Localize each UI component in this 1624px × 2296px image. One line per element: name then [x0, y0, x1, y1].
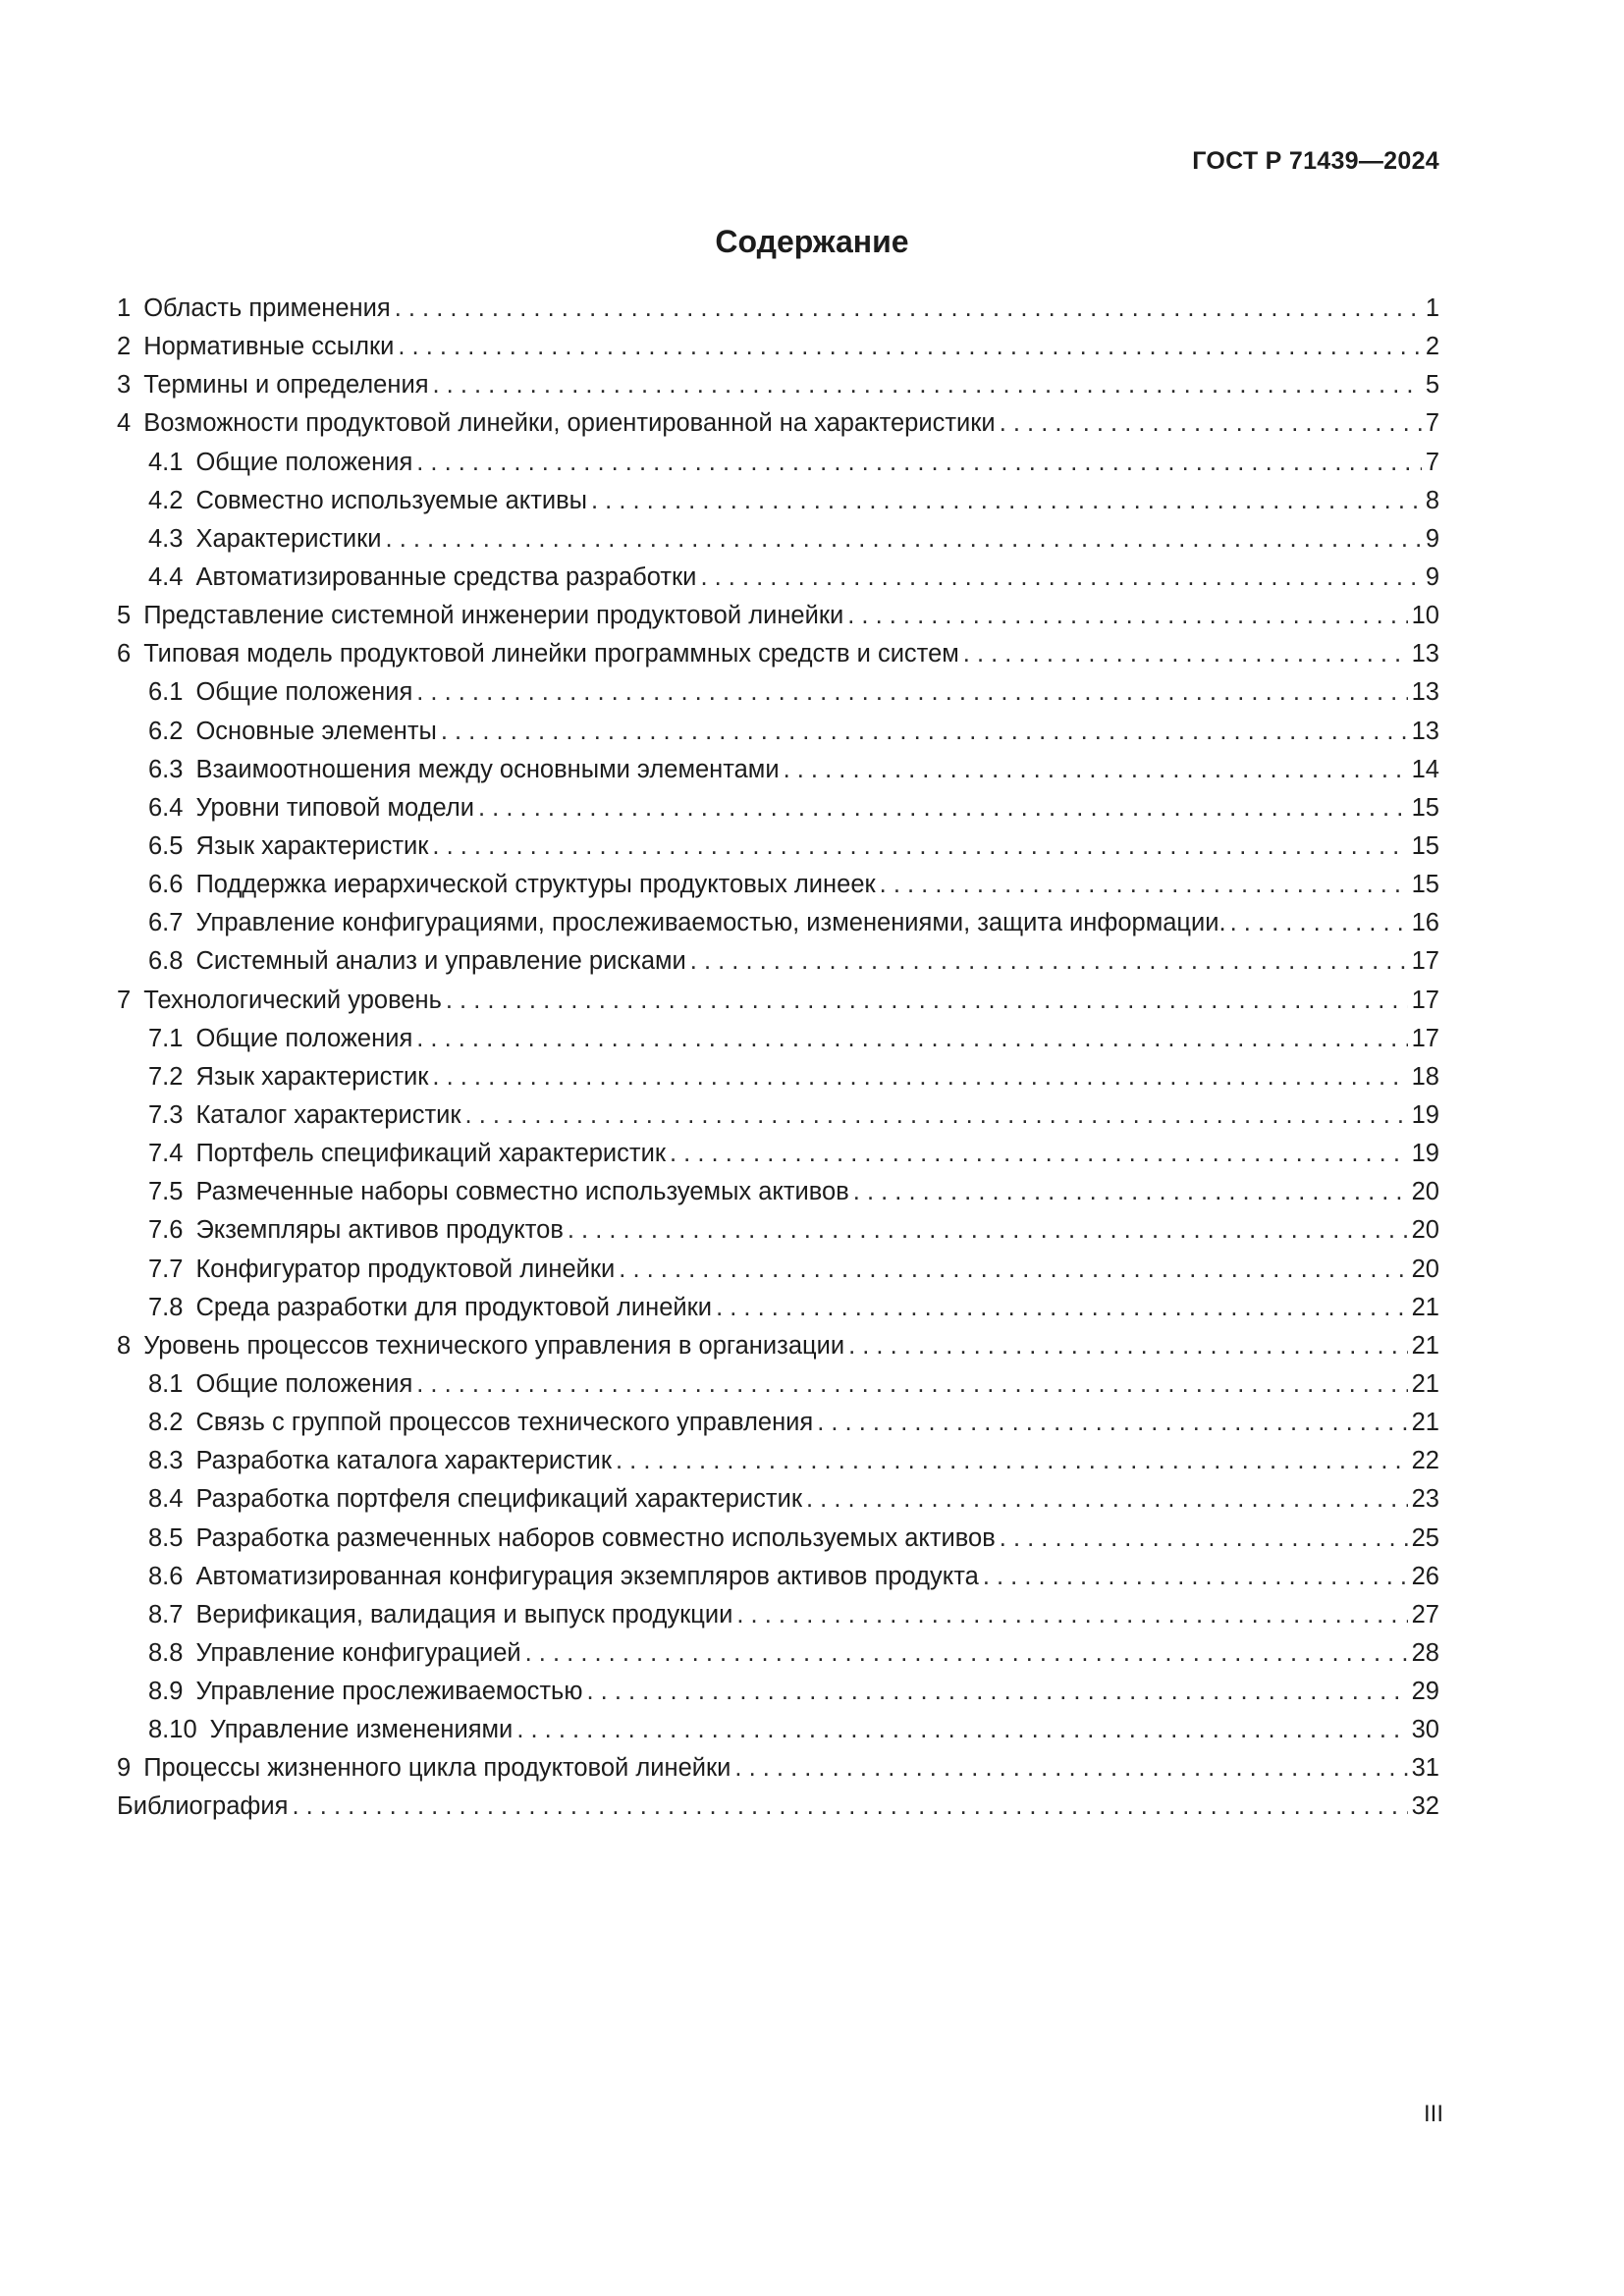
toc-entry-title: Управление изменениями: [209, 1716, 514, 1744]
toc-entry-title: Область применения: [143, 294, 391, 322]
dot-leader: [734, 1749, 1407, 1788]
toc-entry-title: Уровень процессов технического управления в организации: [143, 1331, 845, 1360]
toc-entry[interactable]: [117, 482, 1439, 520]
dot-leader: [848, 1327, 1408, 1365]
toc-entry-title: Язык характеристик: [195, 1062, 429, 1091]
toc-entry-page: 21: [1411, 1409, 1439, 1437]
dot-leader: [478, 789, 1408, 828]
dot-leader: [736, 1596, 1407, 1634]
toc-entry-number: 4.4: [148, 562, 184, 591]
toc-entry-title: Автоматизированные средства разработки: [195, 562, 697, 591]
toc-entry-title: Разработка каталога характеристик: [195, 1447, 613, 1475]
toc-entry[interactable]: [117, 942, 1439, 981]
toc-entry[interactable]: [117, 1058, 1439, 1096]
toc-entry-number: 8.5: [148, 1523, 184, 1552]
toc-entry[interactable]: [117, 1673, 1439, 1711]
toc-entry-title: Системный анализ и управление рисками: [195, 947, 686, 976]
dot-leader: [586, 1673, 1407, 1711]
toc-entry[interactable]: [117, 635, 1439, 673]
dot-leader: [963, 635, 1408, 673]
toc-entry[interactable]: [117, 290, 1439, 328]
dot-leader: [386, 520, 1422, 559]
dot-leader: [292, 1788, 1407, 1826]
toc-entry-number: 6.2: [148, 717, 184, 745]
toc-entry-number: 9: [117, 1754, 132, 1783]
toc-entry[interactable]: [117, 1711, 1439, 1749]
dot-leader: [465, 1096, 1408, 1135]
dot-leader: [591, 482, 1422, 520]
toc-entry-number: 8.1: [148, 1369, 184, 1398]
dot-leader: [432, 1058, 1407, 1096]
toc-entry[interactable]: [117, 789, 1439, 828]
toc-entry-page: 13: [1411, 717, 1439, 745]
toc-entry-title: Термины и определения: [143, 371, 429, 400]
toc-entry-page: 15: [1411, 793, 1439, 822]
toc-entry-page: 17: [1411, 1024, 1439, 1052]
dot-leader: [416, 673, 1407, 712]
toc-entry-title: Взаимоотношения между основными элементами: [195, 755, 780, 783]
toc-entry[interactable]: [117, 1596, 1439, 1634]
toc-entry[interactable]: [117, 1404, 1439, 1442]
toc-entry-page: 19: [1411, 1100, 1439, 1129]
toc-entry-title: Среда разработки для продуктовой линейки: [195, 1293, 713, 1321]
toc-entry-page: 19: [1411, 1140, 1439, 1168]
toc-entry-number: 7.4: [148, 1140, 184, 1168]
toc-entry-page: 26: [1411, 1562, 1439, 1590]
toc-entry[interactable]: [117, 520, 1439, 559]
toc-entry-number: 8.2: [148, 1409, 184, 1437]
dot-leader: [432, 828, 1407, 866]
toc-entry-title: Общие положения: [195, 1369, 413, 1398]
toc-entry[interactable]: [117, 1634, 1439, 1673]
toc-entry-title: Библиография: [117, 1792, 289, 1821]
toc-entry[interactable]: [117, 673, 1439, 712]
toc-entry-number: 6.3: [148, 755, 184, 783]
toc-entry-number: 7.1: [148, 1024, 184, 1052]
toc-entry-title: Возможности продуктовой линейки, ориентированной на характеристики: [143, 409, 996, 438]
toc-entry-page: 20: [1411, 1255, 1439, 1283]
toc-title: Содержание: [715, 224, 909, 259]
toc-entry-page: 8: [1425, 486, 1439, 514]
dot-leader: [619, 1251, 1407, 1289]
toc-entry-title: Общие положения: [195, 678, 413, 707]
toc-entry-number: 7.8: [148, 1293, 184, 1321]
toc-entry-page: 21: [1411, 1293, 1439, 1321]
toc-entry-title: Нормативные ссылки: [143, 333, 395, 361]
toc-entry-title: Верификация, валидация и выпуск продукции: [195, 1600, 733, 1629]
dot-leader: [433, 366, 1422, 404]
toc-entry[interactable]: [117, 597, 1439, 635]
dot-leader: [853, 1173, 1408, 1211]
toc-entry-title: Язык характеристик: [195, 831, 429, 860]
toc-entry-page: 25: [1411, 1523, 1439, 1552]
dot-leader: [847, 597, 1407, 635]
toc-entry-number: 3: [117, 371, 132, 400]
dot-leader: [716, 1289, 1408, 1327]
toc-entry-title: Технологический уровень: [143, 986, 442, 1014]
toc-entry[interactable]: [117, 328, 1439, 366]
toc-entry-number: 6.8: [148, 947, 184, 976]
toc-entry-number: 7.7: [148, 1255, 184, 1283]
dot-leader: [395, 290, 1422, 328]
toc-entry[interactable]: [117, 904, 1439, 942]
toc-entry-title: Портфель спецификаций характеристик: [195, 1140, 667, 1168]
toc-entry[interactable]: [117, 1096, 1439, 1135]
toc-entry-number: 6: [117, 640, 132, 668]
document-code: ГОСТ Р 71439—2024: [1192, 147, 1439, 175]
toc-entry-page: 29: [1411, 1678, 1439, 1706]
toc-entry-number: 7.6: [148, 1216, 184, 1245]
toc-entry-page: 21: [1411, 1331, 1439, 1360]
toc-entry[interactable]: [117, 1173, 1439, 1211]
dot-leader: [525, 1634, 1408, 1673]
toc-entry-number: 8.9: [148, 1678, 184, 1706]
toc-entry-number: 8.3: [148, 1447, 184, 1475]
toc-entry-page: 20: [1411, 1216, 1439, 1245]
toc-entry[interactable]: [117, 366, 1439, 404]
toc-entry[interactable]: [117, 1442, 1439, 1480]
toc-entry-title: Управление конфигурациями, прослеживаемостью, изменениями, защита информации.: [195, 909, 1226, 937]
toc-entry[interactable]: [117, 1788, 1439, 1826]
toc-entry[interactable]: [117, 1211, 1439, 1250]
toc-entry[interactable]: [117, 713, 1439, 751]
toc-entry-number: 7.3: [148, 1100, 184, 1129]
toc-entry-page: 27: [1411, 1600, 1439, 1629]
toc-entry-page: 14: [1411, 755, 1439, 783]
toc-entry-page: 16: [1411, 909, 1439, 937]
toc-entry[interactable]: [117, 1289, 1439, 1327]
dot-leader: [817, 1404, 1407, 1442]
toc-entry[interactable]: [117, 1749, 1439, 1788]
toc-entry-page: 10: [1411, 602, 1439, 630]
toc-entry-title: Управление конфигурацией: [195, 1638, 521, 1667]
toc-entry-title: Каталог характеристик: [195, 1100, 461, 1129]
toc-entry-page: 5: [1425, 371, 1439, 400]
toc-entry-page: 18: [1411, 1062, 1439, 1091]
toc-entry-title: Процессы жизненного цикла продуктовой линейки: [143, 1754, 731, 1783]
toc-entry-page: 13: [1411, 678, 1439, 707]
toc-entry-title: Основные элементы: [195, 717, 437, 745]
toc-entry-title: Типовая модель продуктовой линейки программных средств и систем: [143, 640, 959, 668]
toc-entry-page: 7: [1425, 409, 1439, 438]
toc-entry-page: 23: [1411, 1485, 1439, 1514]
toc-entry[interactable]: [117, 1135, 1439, 1173]
toc-entry-title: Уровни типовой модели: [195, 793, 475, 822]
toc-entry-number: 8.6: [148, 1562, 184, 1590]
toc-entry-number: 6.7: [148, 909, 184, 937]
toc-entry-page: 20: [1411, 1178, 1439, 1206]
toc-entry-number: 8.10: [148, 1716, 197, 1744]
toc-entry-number: 4.2: [148, 486, 184, 514]
toc-entry-title: Управление прослеживаемостью: [195, 1678, 583, 1706]
dot-leader: [568, 1211, 1408, 1250]
dot-leader: [670, 1135, 1408, 1173]
toc-entry-title: Связь с группой процессов технического управления: [195, 1409, 814, 1437]
toc-entry-number: 2: [117, 333, 132, 361]
toc-entry-number: 8.8: [148, 1638, 184, 1667]
toc-entry-page: 22: [1411, 1447, 1439, 1475]
dot-leader: [416, 1365, 1407, 1404]
toc-entry-title: Поддержка иерархической структуры продуктовых линеек: [195, 871, 876, 899]
dot-leader: [516, 1711, 1407, 1749]
toc-entry-page: 9: [1425, 562, 1439, 591]
toc-entry-page: 32: [1411, 1792, 1439, 1821]
dot-leader: [806, 1480, 1408, 1519]
table-of-contents: [117, 290, 1439, 1827]
toc-entry[interactable]: [117, 559, 1439, 597]
toc-entry-number: 6.5: [148, 831, 184, 860]
toc-entry-number: 7.5: [148, 1178, 184, 1206]
dot-leader: [1230, 904, 1408, 942]
toc-entry-title: Конфигуратор продуктовой линейки: [195, 1255, 616, 1283]
toc-entry[interactable]: [117, 1327, 1439, 1365]
toc-entry-page: 30: [1411, 1716, 1439, 1744]
toc-entry-title: Размеченные наборы совместно используемых активов: [195, 1178, 849, 1206]
toc-entry[interactable]: [117, 751, 1439, 789]
dot-leader: [416, 444, 1422, 482]
toc-entry-title: Экземпляры активов продуктов: [195, 1216, 564, 1245]
toc-entry-page: 13: [1411, 640, 1439, 668]
toc-entry-page: 31: [1411, 1754, 1439, 1783]
dot-leader: [441, 713, 1408, 751]
toc-entry-title: Характеристики: [195, 524, 382, 553]
dot-leader: [983, 1558, 1408, 1596]
toc-entry-page: 9: [1425, 524, 1439, 553]
toc-entry-number: 8: [117, 1331, 132, 1360]
toc-entry-page: 28: [1411, 1638, 1439, 1667]
toc-entry-title: Общие положения: [195, 448, 413, 476]
toc-entry-page: 15: [1411, 871, 1439, 899]
toc-entry[interactable]: [117, 1020, 1439, 1058]
toc-entry-title: Общие положения: [195, 1024, 413, 1052]
dot-leader: [784, 751, 1408, 789]
toc-entry-page: 21: [1411, 1369, 1439, 1398]
toc-entry-title: Разработка портфеля спецификаций характеристик: [195, 1485, 803, 1514]
toc-entry-page: 1: [1425, 294, 1439, 322]
toc-entry-title: Автоматизированная конфигурация экземпляров активов продукта: [195, 1562, 979, 1590]
dot-leader: [398, 328, 1421, 366]
toc-entry-number: 1: [117, 294, 132, 322]
toc-entry-number: 7: [117, 986, 132, 1014]
toc-entry[interactable]: [117, 1480, 1439, 1519]
toc-entry-title: Разработка размеченных наборов совместно используемых активов: [195, 1523, 996, 1552]
toc-entry-page: 2: [1425, 333, 1439, 361]
dot-leader: [690, 942, 1408, 981]
toc-entry-number: 4.1: [148, 448, 184, 476]
toc-entry[interactable]: [117, 444, 1439, 482]
toc-entry-page: 7: [1425, 448, 1439, 476]
toc-entry-page: 15: [1411, 831, 1439, 860]
toc-entry[interactable]: [117, 1365, 1439, 1404]
dot-leader: [416, 1020, 1407, 1058]
toc-entry-number: 8.7: [148, 1600, 184, 1629]
dot-leader: [1000, 1520, 1408, 1558]
page-number: III: [1423, 2101, 1443, 2127]
toc-entry-number: 6.4: [148, 793, 184, 822]
dot-leader: [446, 982, 1408, 1020]
toc-entry-title: Представление системной инженерии продуктовой линейки: [143, 602, 844, 630]
dot-leader: [1000, 404, 1422, 443]
toc-entry[interactable]: [117, 866, 1439, 904]
toc-entry-title: Совместно используемые активы: [195, 486, 587, 514]
toc-entry[interactable]: [117, 1558, 1439, 1596]
dot-leader: [616, 1442, 1408, 1480]
toc-entry-number: 8.4: [148, 1485, 184, 1514]
dot-leader: [700, 559, 1421, 597]
toc-entry[interactable]: [117, 1251, 1439, 1289]
toc-entry-page: 17: [1411, 986, 1439, 1014]
toc-entry[interactable]: [117, 982, 1439, 1020]
toc-entry-number: 6.1: [148, 678, 184, 707]
toc-entry-number: 7.2: [148, 1062, 184, 1091]
toc-entry-number: 4.3: [148, 524, 184, 553]
toc-entry-page: 17: [1411, 947, 1439, 976]
toc-entry[interactable]: [117, 1520, 1439, 1558]
toc-entry-number: 4: [117, 409, 132, 438]
toc-entry-number: 5: [117, 602, 132, 630]
toc-entry-number: 6.6: [148, 871, 184, 899]
toc-entry[interactable]: [117, 404, 1439, 443]
toc-entry[interactable]: [117, 828, 1439, 866]
dot-leader: [880, 866, 1408, 904]
